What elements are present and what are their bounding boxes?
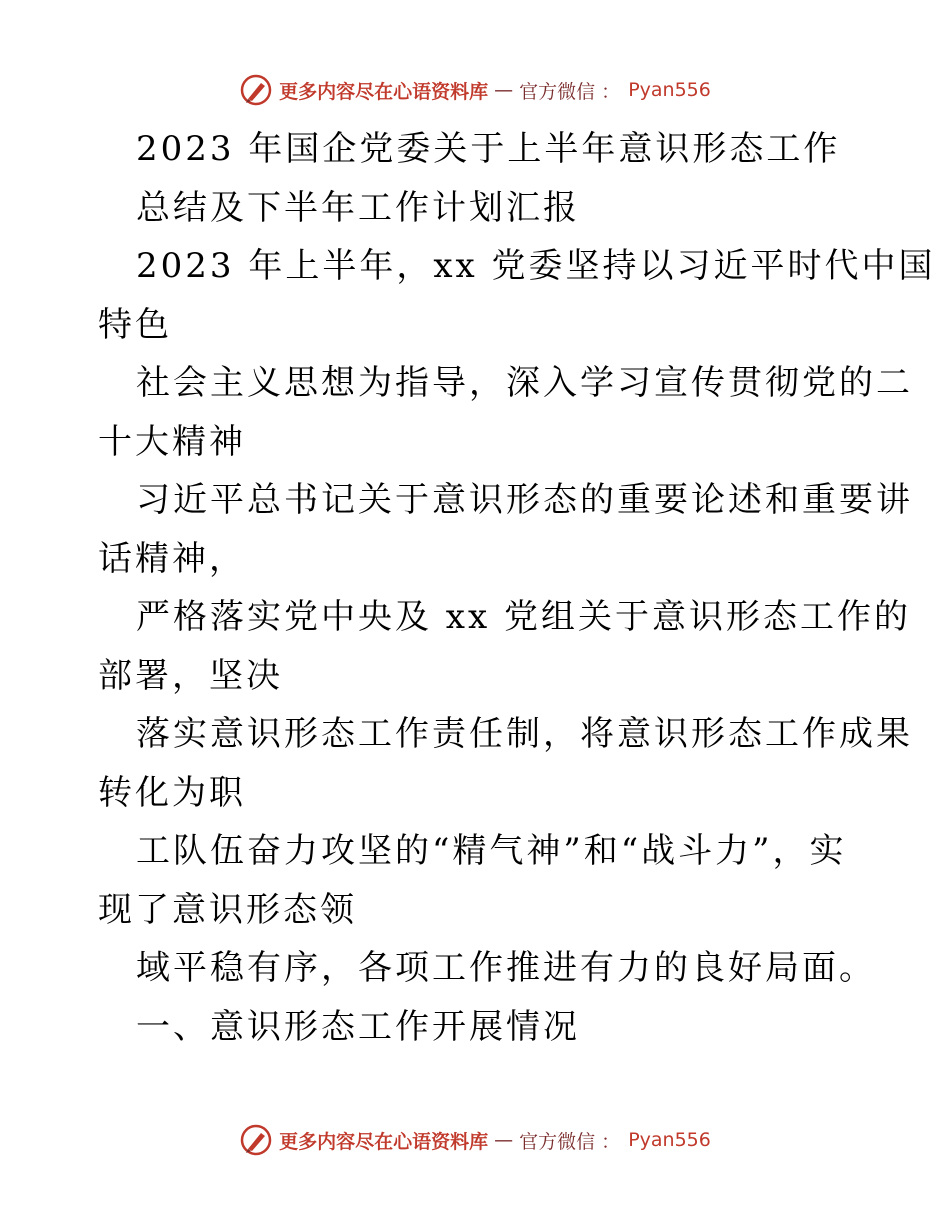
text-line: 域平稳有序，各项工作推进有力的良好局面。	[136, 948, 876, 988]
text-line: 现了意识形态领	[98, 889, 357, 930]
text-line: 工队伍奋力攻坚的“精气神”和“战斗力”，实	[136, 831, 847, 871]
watermark-contact-id: Pyan556	[628, 1129, 711, 1151]
text-line: 总结及下半年工作计划汇报	[136, 187, 580, 228]
text-line: 话精神，	[98, 538, 246, 579]
text-line: 2023 年国企党委关于上半年意识形态工作	[136, 129, 841, 169]
watermark-separator: —	[494, 1129, 514, 1151]
document-body	[98, 120, 936, 1056]
watermark-contact-label: 官方微信	[519, 1130, 596, 1153]
text-line: 转化为职	[98, 772, 246, 813]
text-line: 社会主义思想为指导，深入学习宣传贯彻党的二	[136, 363, 913, 403]
pen-logo-icon	[239, 1123, 273, 1157]
watermark-separator: —	[494, 79, 514, 101]
text-line: 2023 年上半年，xx 党委坚持以习近平时代中国	[136, 246, 936, 286]
watermark-contact-id: Pyan556	[628, 79, 711, 101]
footer-watermark	[0, 1120, 950, 1160]
watermark-colon: ：	[601, 1130, 621, 1153]
text-line: 一、意识形态工作开展情况	[136, 1006, 580, 1047]
text-line: 部署，坚决	[98, 655, 283, 696]
watermark-text: 更多内容尽在心语资料库	[279, 80, 489, 103]
watermark-colon: ：	[601, 80, 621, 103]
text-line: 特色	[98, 304, 172, 345]
pen-logo-icon	[239, 73, 273, 107]
text-line: 严格落实党中央及 xx 党组关于意识形态工作的	[136, 597, 911, 637]
watermark-text: 更多内容尽在心语资料库	[279, 1130, 489, 1153]
header-watermark	[0, 70, 950, 110]
text-line: 习近平总书记关于意识形态的重要论述和重要讲	[136, 480, 913, 520]
watermark-contact-label: 官方微信	[519, 80, 596, 103]
text-line: 十大精神	[98, 421, 246, 462]
text-line: 落实意识形态工作责任制，将意识形态工作成果	[136, 714, 913, 754]
